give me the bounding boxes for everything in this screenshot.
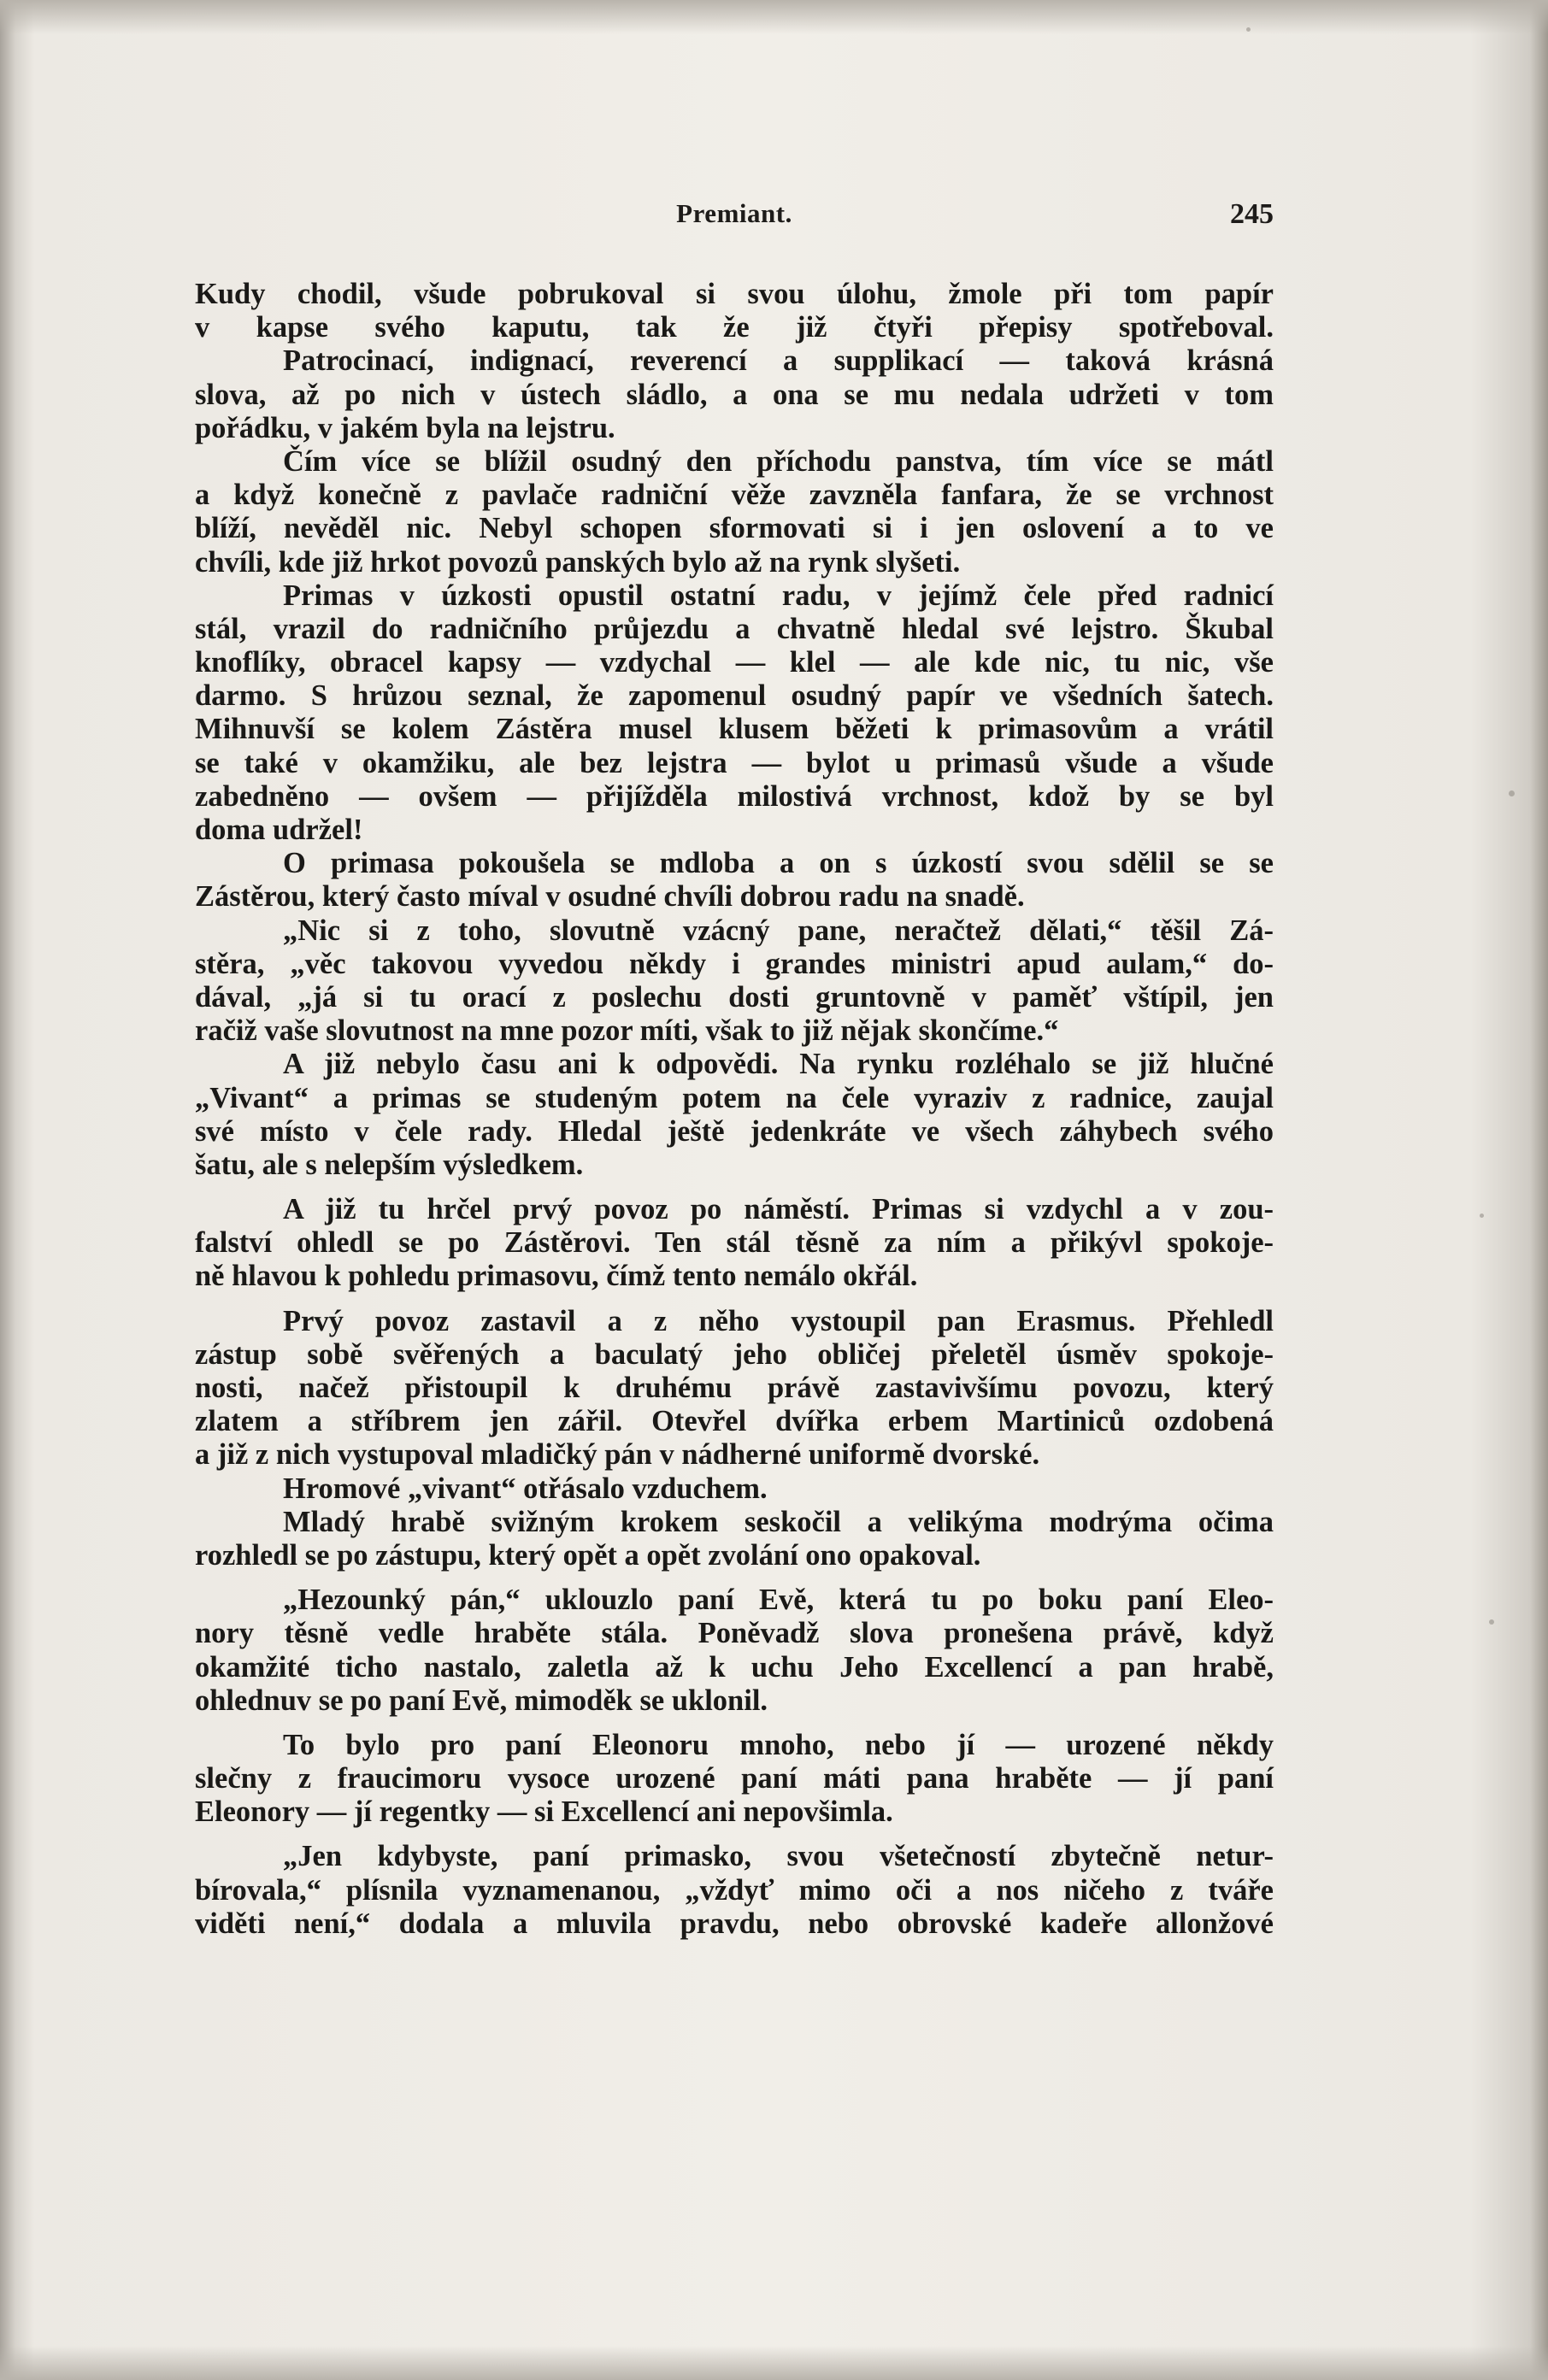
scan-speck bbox=[1246, 27, 1251, 32]
text-line: A již tu hrčel prvý povoz po náměstí. Primas si vzdychl a v zou- bbox=[283, 1193, 1274, 1226]
text-line: falství ohledl se po Zástěrovi. Ten stál těsně za ním a přikývl spokoje- bbox=[195, 1226, 1274, 1260]
scan-speck bbox=[1509, 790, 1515, 796]
text-line: Mihnuvší se kolem Zástěra musel klusem běžeti k primasovům a vrátil bbox=[195, 713, 1274, 746]
text-line: Mladý hrabě svižným krokem seskočil a velikýma modrýma očima bbox=[283, 1505, 1274, 1538]
text-line: šatu, ale s nelepším výsledkem. bbox=[195, 1148, 584, 1181]
text-line: nory těsně vedle hraběte stála. Poněvadž slova pronešena právě, když bbox=[195, 1617, 1274, 1650]
text-line: knoflíky, obracel kapsy — vzdychal — klel — ale kde nic, tu nic, vše bbox=[195, 646, 1274, 679]
text-line: stěra, „věc takovou vyvedou někdy i grandes ministri apud aulam,“ do- bbox=[195, 947, 1274, 980]
text-line: a když konečně z pavlače radniční věže zavzněla fanfara, že se vrchnost bbox=[195, 479, 1274, 512]
text-line: O primasa pokoušela se mdloba a on s úzkostí svou sdělil se se bbox=[283, 847, 1274, 880]
text-line: ohlednuv se po paní Evě, mimoděk se uklonil. bbox=[195, 1684, 768, 1717]
text-line: blíží, nevěděl nic. Nebyl schopen sformovati si i jen oslovení a to ve bbox=[195, 512, 1274, 545]
text-line: darmo. S hrůzou seznal, že zapomenul osudný papír ve všedních šatech. bbox=[195, 679, 1274, 713]
text-line: Prvý povoz zastavil a z něho vystoupil pan Erasmus. Přehledl bbox=[283, 1304, 1274, 1337]
text-line: „Hezounký pán,“ uklouzlo paní Evě, která tu po boku paní Eleo- bbox=[283, 1584, 1274, 1617]
text-line: chvíli, kde již hrkot povozů panských bylo až na rynk slyšeti. bbox=[195, 545, 961, 579]
text-line: doma udržel! bbox=[195, 814, 363, 846]
text-line: Hromové „vivant“ otřásalo vzduchem. bbox=[283, 1472, 768, 1505]
text-line: zabedněno — ovšem — přijížděla milostivá vrchnost, kdož by se byl bbox=[195, 779, 1274, 813]
text-line: „Vivant“ a primas se studeným potem na čele vyraziv z radnice, zaujal bbox=[195, 1081, 1274, 1114]
text-line: Patrocinací, indignací, reverencí a supplikací — taková krásná bbox=[283, 344, 1274, 378]
text-line: viděti není,“ dodala a mluvila pravdu, nebo obrovské kadeře allonžové bbox=[195, 1907, 1274, 1940]
text-line: Kudy chodil, všude pobrukoval si svou úlohu, žmole při tom papír bbox=[195, 278, 1274, 310]
text-line: Čím více se blížil osudný den příchodu panstva, tím více se mátl bbox=[283, 444, 1274, 478]
text-line: rozhledl se po zástupu, který opět a opět zvolání ono opakoval. bbox=[195, 1538, 981, 1572]
text-line: „Nic si z toho, slovutně vzácný pane, neračtež dělati,“ těšil Zá- bbox=[283, 914, 1274, 947]
text-line: pořádku, v jakém byla na lejstru. bbox=[195, 411, 615, 444]
text-line: v kapse svého kaputu, tak že již čtyři přepisy spotřeboval. bbox=[195, 311, 1274, 344]
text-line: Zástěrou, který často míval v osudné chvíli dobrou radu na snadě. bbox=[195, 880, 1025, 914]
body-text bbox=[195, 278, 1274, 1941]
text-line: zlatem a stříbrem jen zářil. Otevřel dvířka erbem Martiniců ozdobená bbox=[195, 1405, 1274, 1438]
text-line: „Jen kdybyste, paní primasko, svou všetečností zbytečně netur- bbox=[283, 1840, 1274, 1873]
scan-speck bbox=[1480, 1214, 1484, 1218]
text-line: slečny z fraucimoru vysoce urozené paní máti pana hraběte — jí paní bbox=[195, 1762, 1274, 1795]
page-header bbox=[195, 198, 1274, 241]
text-line: ně hlavou k pohledu primasovu, čímž tento nemálo okřál. bbox=[195, 1260, 918, 1293]
text-line: nosti, načež přistoupil k druhému právě zastavivšímu povozu, který bbox=[195, 1372, 1274, 1404]
text-line: se také v okamžiku, ale bez lejstra — bylot u primasů všude a všude bbox=[195, 746, 1274, 779]
page-number: 245 bbox=[1230, 198, 1274, 230]
text-line: račiž vaše slovutnost na mne pozor míti, však to již nějak skončíme.“ bbox=[195, 1014, 1059, 1048]
text-line: A již nebylo času ani k odpovědi. Na rynku rozléhalo se již hlučné bbox=[283, 1048, 1274, 1081]
scan-speck bbox=[1489, 1619, 1494, 1625]
text-line: okamžité ticho nastalo, zaletla až k uchu Jeho Excellencí a pan hrabě, bbox=[195, 1650, 1274, 1684]
text-line: zástup sobě svěřených a baculatý jeho obličej přeletěl úsměv spokoje- bbox=[195, 1337, 1274, 1371]
text-line: a již z nich vystupoval mladičký pán v nádherné uniformě dvorské. bbox=[195, 1438, 1040, 1472]
text-line: dával, „já si tu orací z poslechu dosti gruntovně v paměť vštípil, jen bbox=[195, 980, 1274, 1014]
text-line: To bylo pro paní Eleonoru mnoho, nebo jí — urozené někdy bbox=[283, 1728, 1274, 1761]
running-head: Premiant. bbox=[676, 198, 792, 228]
text-line: stál, vrazil do radničního průjezdu a chvatně hledal své lejstro. Škubal bbox=[195, 612, 1274, 645]
text-line: bírovala,“ plísnila vyznamenanou, „vždyť mimo oči a nos ničeho z tváře bbox=[195, 1873, 1274, 1907]
text-line: Eleonory — jí regentky — si Excellencí ani nepovšimla. bbox=[195, 1795, 893, 1829]
text-line: Primas v úzkosti opustil ostatní radu, v jejímž čele před radnicí bbox=[283, 579, 1274, 612]
text-line: své místo v čele rady. Hledal ještě jedenkráte ve všech záhybech svého bbox=[195, 1114, 1274, 1148]
text-line: slova, až po nich v ústech sládlo, a ona se mu nedala udržeti v tom bbox=[195, 378, 1274, 411]
